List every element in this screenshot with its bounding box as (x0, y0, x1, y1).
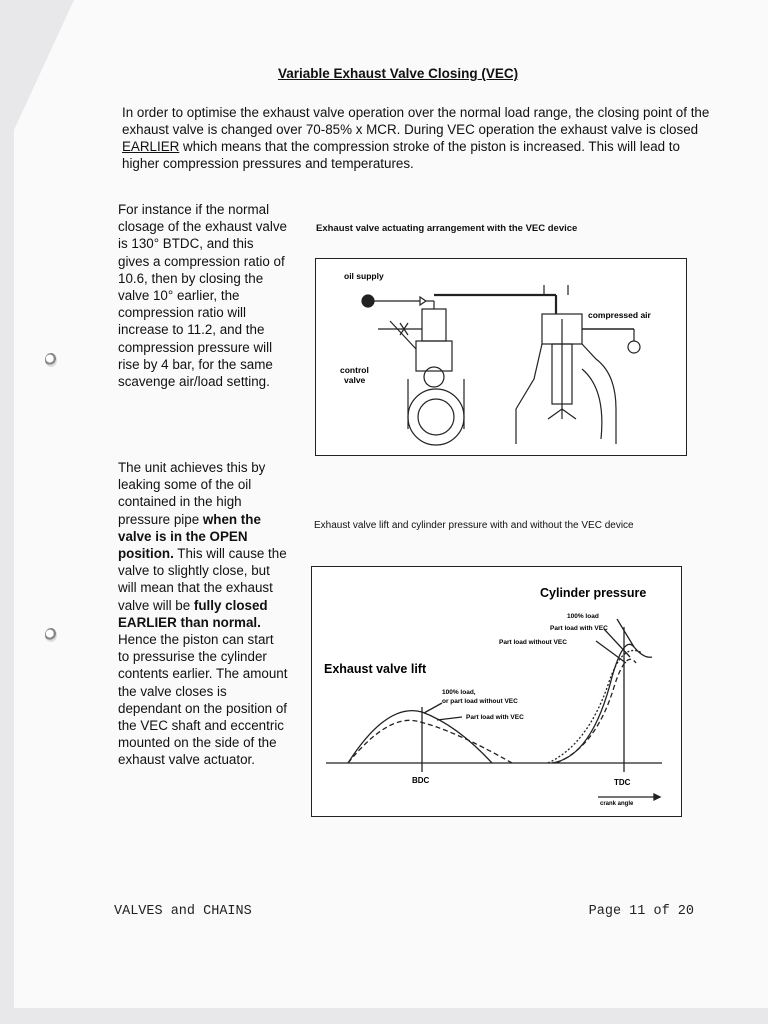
label-lift-full-1: 100% load, (442, 689, 476, 696)
intro-paragraph (122, 104, 712, 172)
label-crank-angle: crank angle (600, 801, 634, 807)
intro-text-2: which means that the compression stroke of the piston is increased. This will lead to higher compression pressures and temperatures. (122, 139, 680, 171)
figure1-diagram (315, 258, 687, 456)
label-oil-supply: oil supply (344, 271, 384, 281)
label-compressed-air: compressed air (588, 310, 651, 320)
figure1-caption: Exhaust valve actuating arrangement with the VEC device (316, 223, 578, 234)
intro-emphasis: EARLIER (122, 139, 180, 154)
intro-text-1: In order to optimise the exhaust valve operation over the normal load range, the closing point of the exhaust valve is changed over 70-85% x MCR. During VEC operation the exhaust valve is closed (122, 105, 710, 137)
label-control-valve-1: control (340, 365, 369, 375)
mechanism-text-3: Hence the piston can start to pressurise the cylinder contents earlier. The amount the valve closes is dependant on the position of the VEC shaft and eccentric mounted on the side of the exhaust valve actuator. (118, 632, 288, 768)
mechanism-paragraph (118, 459, 288, 769)
label-lift-full-2: or part load without VEC (442, 698, 518, 705)
punch-hole-bottom (45, 628, 57, 642)
example-paragraph: For instance if the normal closage of the exhaust valve is 130° BTDC, and this gives a compression ratio of 10.6, then by closing the valve 10° earlier, the compression ratio will increase to 11.2, and the compression pressure will rise by 4 bar, for the same scavenge air/load setting. (118, 202, 287, 390)
footer-document-name: VALVES and CHAINS (114, 904, 252, 919)
punch-hole-top (45, 353, 57, 367)
label-tdc: TDC (614, 778, 631, 787)
lift-pressure-graph (312, 567, 681, 816)
valve-arrangement-drawing (316, 259, 686, 455)
figure2-diagram (311, 566, 682, 817)
label-part-with-vec: Part load with VEC (550, 625, 608, 632)
label-control-valve-2: valve (344, 375, 366, 385)
page-title: Variable Exhaust Valve Closing (VEC) (278, 66, 519, 81)
label-part-without-vec: Part load without VEC (499, 639, 567, 646)
label-full-load: 100% load (567, 613, 599, 620)
label-exhaust-valve-lift: Exhaust valve lift (324, 662, 427, 676)
label-cylinder-pressure: Cylinder pressure (540, 586, 647, 600)
footer-page-number: Page 11 of 20 (588, 904, 694, 919)
mechanism-text-2: This will cause the valve to slightly close, but will mean that the exhaust valve will be (118, 546, 287, 613)
figure2-caption: Exhaust valve lift and cylinder pressure with and without the VEC device (314, 520, 634, 531)
folded-corner (14, 0, 74, 130)
mechanism-bold-2: fully closed EARLIER than normal. (118, 597, 268, 630)
label-bdc: BDC (412, 776, 430, 785)
mechanism-bold-1: when the valve is in the OPEN position. (118, 511, 261, 562)
mechanism-text-1: The unit achieves this by leaking some of the oil contained in the high pressure pipe (118, 460, 266, 527)
label-lift-part-with: Part load with VEC (466, 714, 524, 721)
